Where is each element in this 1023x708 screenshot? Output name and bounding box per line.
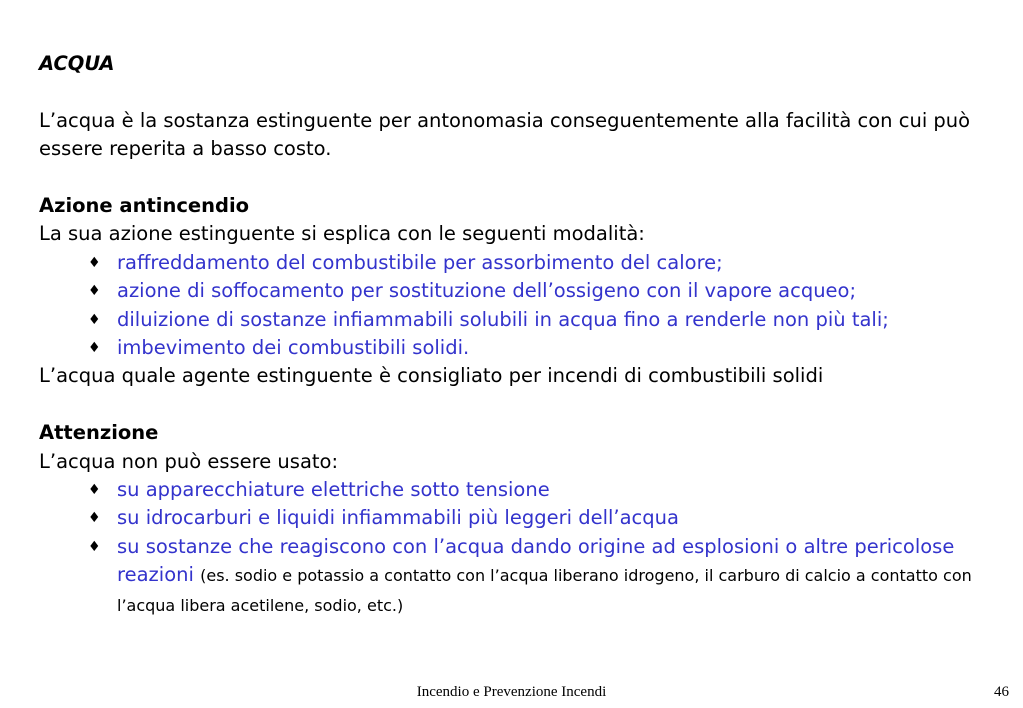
diamond-bullet-icon: ♦: [88, 482, 101, 499]
diamond-bullet-icon: ♦: [88, 311, 101, 328]
list-item: [39, 249, 999, 277]
section-heading-attenzione: Attenzione: [39, 421, 159, 445]
list-item-text: raffreddamento del combustibile per assorbimento del calore;: [117, 250, 723, 274]
bullet-list-attenzione: [39, 476, 999, 620]
list-item: [39, 476, 999, 504]
diamond-bullet-icon: ♦: [88, 538, 101, 555]
bullet-list-azione: [39, 249, 999, 363]
section-heading-azione: Azione antincendio: [39, 193, 250, 217]
list-item: [39, 306, 999, 334]
page-number: 46: [994, 684, 1009, 700]
list-item: [39, 277, 999, 305]
list-item-text: azione di soffocamento per sostituzione dell’ossigeno con il vapore acqueo;: [117, 279, 857, 303]
list-item-text: diluizione di sostanze infiammabili solubili in acqua fino a renderle non più tali;: [117, 307, 889, 331]
intro-paragraph: L’acqua è la sostanza estinguente per antonomasia conseguentemente alla facilità con cui può essere reperita a basso costo.: [39, 108, 971, 161]
list-item: [39, 533, 999, 620]
slide-content: [39, 50, 999, 620]
list-item-text: su apparecchiature elettriche sotto tensione: [117, 478, 550, 502]
slide-title: ACQUA: [39, 52, 115, 75]
diamond-bullet-icon: ♦: [88, 340, 101, 357]
diamond-bullet-icon: ♦: [88, 254, 101, 271]
spacer: [39, 164, 999, 192]
section-lead-attenzione: L’acqua non può essere usato:: [39, 449, 339, 473]
list-item-text: su sostanze che reagiscono con l’acqua dando origine ad esplosioni o altre pericolose reazioni: [117, 534, 955, 587]
section-closing-azione: L’acqua quale agente estinguente è consigliato per incendi di combustibili solidi: [39, 364, 824, 388]
footer-title: Incendio e Prevenzione Incendi: [416, 684, 607, 700]
spacer: [39, 391, 999, 419]
spacer: [39, 78, 999, 106]
list-item-text: imbevimento dei combustibili solidi.: [117, 336, 470, 360]
diamond-bullet-icon: ♦: [88, 510, 101, 527]
example-note: (es. sodio e potassio a contatto con l’acqua liberano idrogeno, il carburo di calcio a contatto con l’acqua libera acetilene, sodio, etc.): [117, 566, 972, 615]
list-item: [39, 504, 999, 532]
section-lead-azione: La sua azione estinguente si esplica con le seguenti modalità:: [39, 222, 645, 246]
diamond-bullet-icon: ♦: [88, 283, 101, 300]
list-item-text: su idrocarburi e liquidi infiammabili più leggeri dell’acqua: [117, 506, 679, 530]
list-item: [39, 334, 999, 362]
